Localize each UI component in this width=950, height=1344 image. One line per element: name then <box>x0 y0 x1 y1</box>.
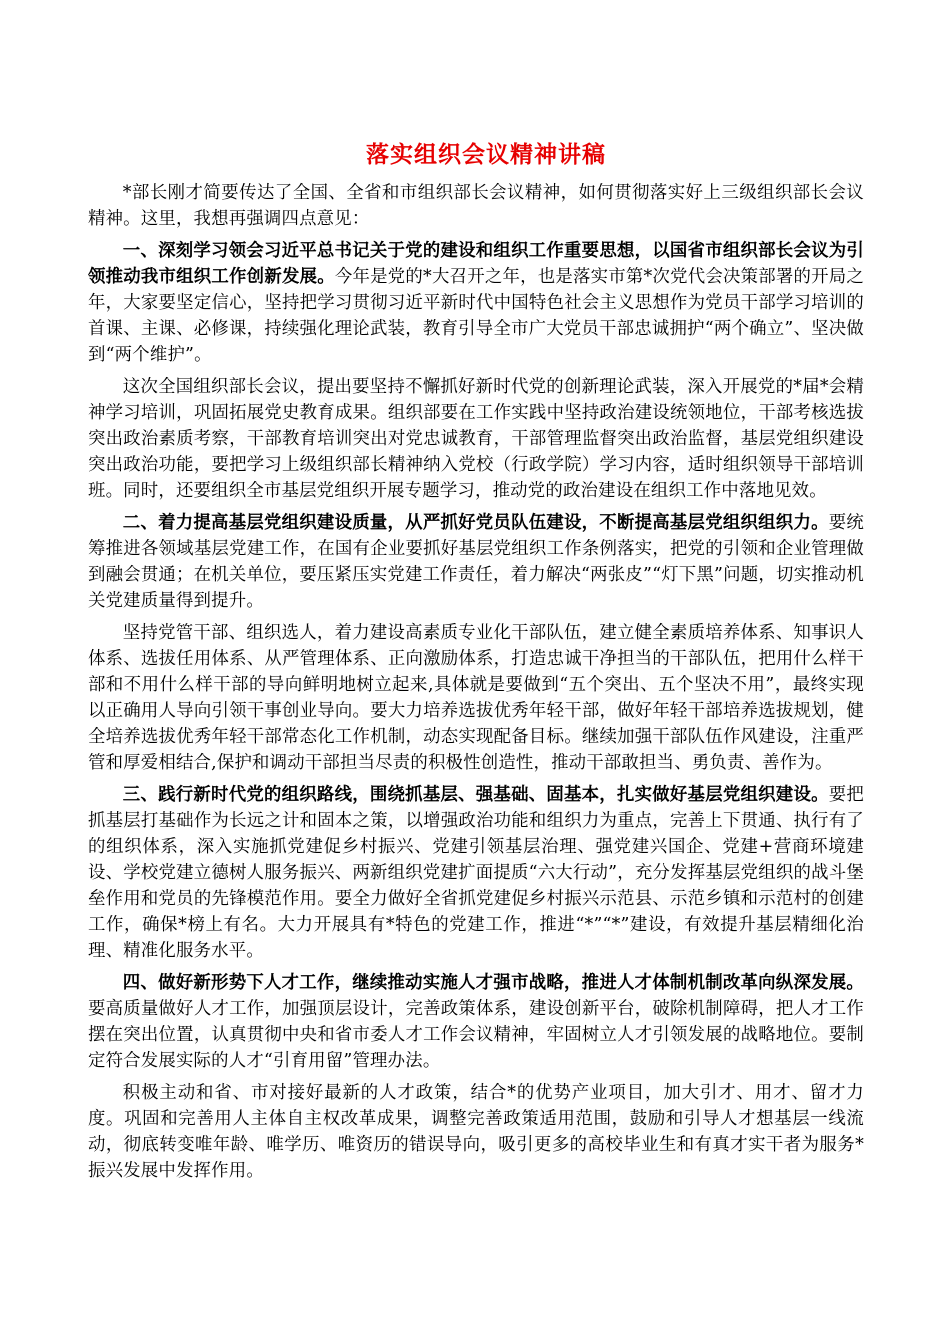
section-heading-1: 一、深刻学习领会习近平总书记关于党的建设和组织工作重要思想，以国省市组织部长会议为引领推动我市组织工作创新发展。 <box>88 241 864 287</box>
paragraph-text: 要把抓基层打基础作为长远之计和固本之策，以增强政治功能和组织力为重点，完善上下贯通、执行有了的组织体系，深入实施抓党建促乡村振兴、党建引领基层治理、强党建兴国企、党建+营商环境建设、学校党建立德树人服务振兴、两新组织党建扩面提质“六大行动”，充分发挥基层党组织的战斗堡垒作用和党员的先锋模范作用。要全力做好全省抓党建促乡村振兴示范县、示范乡镇和示范村的创建工作，确保*榜上有名。大力开展具有*特色的党建工作，推进“*”“*”建设，有效提升基层精细化治理、精准化服务水平。 <box>88 785 864 961</box>
paragraph-section-2 <box>88 510 864 614</box>
document-page <box>88 138 864 1184</box>
paragraph-text: 要高质量做好人才工作，加强顶层设计，完善政策体系，建设创新平台，破除机制障碍，把人才工作摆在突出位置，认真贯彻中央和省市委人才工作会议精神，牢固树立人才引领发展的战略地位。要制定符合发展实际的人才“引育用留”管理办法。 <box>88 999 864 1071</box>
section-heading-4: 四、做好新形势下人才工作，继续推动实施人才强市战略，推进人才体制机制改革向纵深发展。 <box>122 973 864 993</box>
paragraph-section-1 <box>88 238 864 368</box>
paragraph-section-1-detail <box>88 374 864 504</box>
section-heading-3: 三、践行新时代党的组织路线，围绕抓基层、强基础、固基本，扎实做好基层党组织建设。 <box>122 785 829 805</box>
paragraph-text: *部长刚才简要传达了全国、全省和市组织部长会议精神，如何贯彻落实好上三级组织部长会议精神。这里，我想再强调四点意见： <box>88 183 864 229</box>
paragraph-text: 这次全国组织部长会议，提出要坚持不懈抓好新时代党的创新理论武装，深入开展党的*届*会精神学习培训，巩固拓展党史教育成果。组织部要在工作实践中坚持政治建设统领地位，干部考核选拔突出政治素质考察，干部教育培训突出对党忠诚教育，干部管理监督突出政治监督，基层党组织建设突出政治功能，要把学习上级组织部长精神纳入党校（行政学院）学习内容，适时组织领导干部培训班。同时，还要组织全市基层党组织开展专题学习，推动党的政治建设在组织工作中落地见效。 <box>88 377 864 501</box>
paragraph-section-3 <box>88 782 864 964</box>
paragraph-text: 今年是党的*大召开之年，也是落实市第*次党代会决策部署的开局之年，大家要坚定信心，坚持把学习贯彻习近平新时代中国特色社会主义思想作为党员干部学习培训的首课、主课、必修课，持续强化理论武装，教育引导全市广大党员干部忠诚拥护“两个确立”、坚决做到“两个维护”。 <box>88 267 864 365</box>
section-heading-2: 二、着力提高基层党组织建设质量，从严抓好党员队伍建设，不断提高基层党组织组织力。 <box>122 513 829 533</box>
paragraph-text: 要统筹推进各领域基层党建工作，在国有企业要抓好基层党组织工作条例落实，把党的引领和企业管理做到融会贯通；在机关单位，要压紧压实党建工作责任，着力解决“两张皮”“灯下黑”问题，切实推动机关党建质量得到提升。 <box>88 513 864 611</box>
paragraph-text: 积极主动和省、市对接好最新的人才政策，结合*的优势产业项目，加大引才、用才、留才力度。巩固和完善用人主体自主权改革成果，调整完善政策适用范围，鼓励和引导人才想基层一线流动，彻底转变唯年龄、唯学历、唯资历的错误导向，吸引更多的高校毕业生和有真才实干者为服务*振兴发展中发挥作用。 <box>88 1083 864 1181</box>
paragraph-section-4-detail <box>88 1080 864 1184</box>
paragraph-section-2-detail <box>88 620 864 776</box>
paragraph-section-4 <box>88 970 864 1074</box>
paragraph-intro <box>88 180 864 232</box>
paragraph-text: 坚持党管干部、组织选人，着力建设高素质专业化干部队伍，建立健全素质培养体系、知事识人体系、选拔任用体系、从严管理体系、正向激励体系，打造忠诚干净担当的干部队伍，把用什么样干部和不用什么样干部的导向鲜明地树立起来,具体就是要做到“五个突出、五个坚决不用”，最终实现以正确用人导向引领干事创业导向。要大力培养选拔优秀年轻干部，做好年轻干部培养选拔规划，健全培养选拔优秀年轻干部常态化工作机制，动态实现配备目标。继续加强干部队伍作风建设，注重严管和厚爱相结合,保护和调动干部担当尽责的积极性创造性，推动干部敢担当、勇负责、善作为。 <box>88 623 864 773</box>
document-title: 落实组织会议精神讲稿 <box>366 142 606 168</box>
